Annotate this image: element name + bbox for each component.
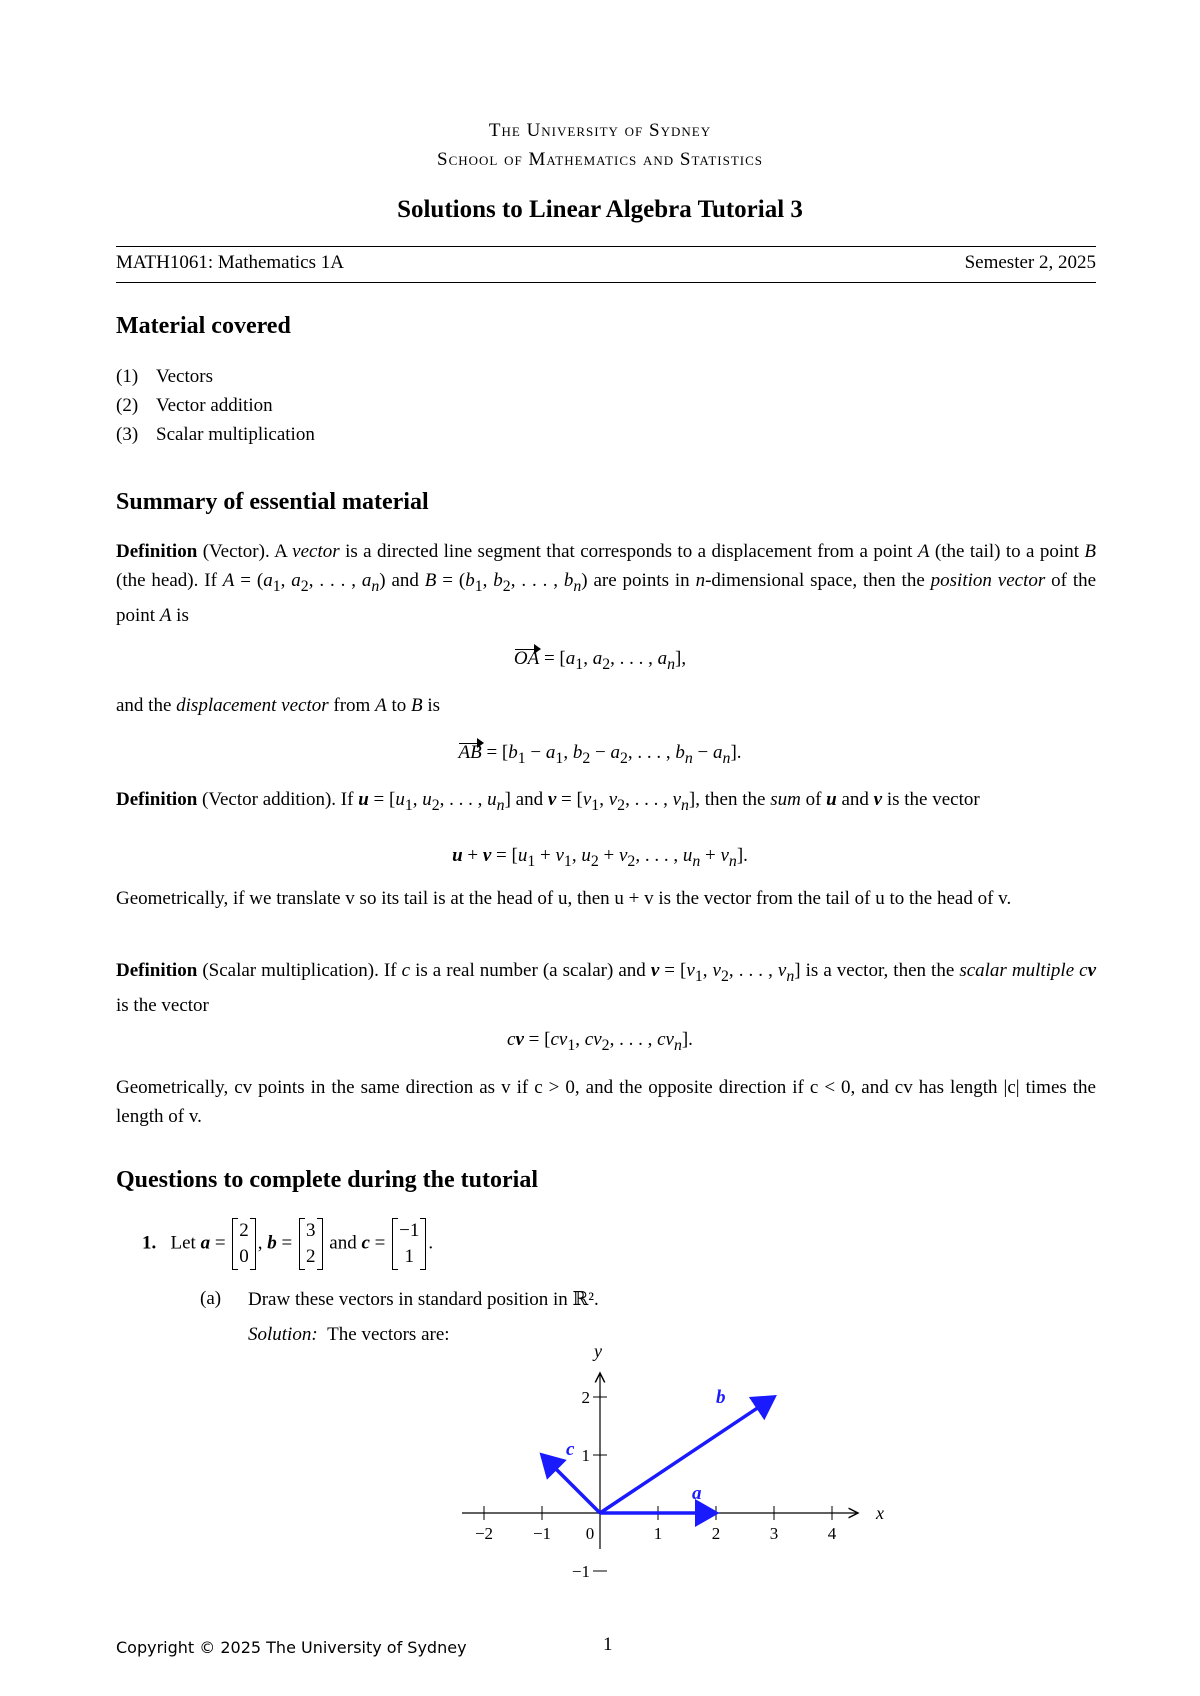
equation-displacement: AB = [$b_1 - a_1$, $b_2 - a_2$, . . . , $b_n - a_n$]. (458, 742, 742, 767)
y-tick-label: 2 (581, 1388, 590, 1407)
university-name: The University of Sydney (488, 120, 712, 141)
vector-chart (440, 1341, 884, 1600)
part-a-label: (a) (200, 1288, 222, 1309)
vector-label-a: a (692, 1483, 702, 1504)
equation-scalar-multiple: cv = [$cv_1$, $cv_2$, . . . , $cv_n$]. (507, 1029, 693, 1054)
list-label: Vector addition (156, 395, 273, 416)
page-number: 1 (603, 1634, 613, 1655)
question-number: 1. (142, 1232, 157, 1254)
vector-b-matrix: 3 2 (299, 1218, 323, 1270)
solution-line (248, 1324, 450, 1346)
geometric-addition: Geometrically, if we translate v so its tail is at the head of u, then u + v is the vector from the tail of u to the head of v. (116, 888, 1012, 909)
vector-c-matrix: −1 1 (392, 1218, 426, 1270)
y-tick-label: 1 (581, 1446, 590, 1465)
solution-text: The vectors are: (327, 1324, 450, 1345)
x-axis-label: x (876, 1503, 884, 1523)
geometric-scalar: Geometrically, cv points in the same direction as v if c > 0, and the opposite direction if c < 0, and cv has length |c| times the length of v. (116, 1077, 1096, 1127)
vector-c (542, 1455, 600, 1513)
y-tick-label: −1 (571, 1562, 590, 1581)
vector-label-c: c (566, 1439, 575, 1460)
displacement-intro: and the displacement vector from A to B is (116, 695, 441, 716)
course-code: MATH1061: Mathematics 1A (116, 252, 344, 273)
definition-label: Definition (116, 789, 198, 810)
x-tick-label: 1 (653, 1524, 663, 1543)
definition-name: (Vector addition). (202, 789, 337, 810)
x-tick-label: 3 (769, 1524, 779, 1543)
semester: Semester 2, 2025 (964, 252, 1096, 273)
x-tick-label: 0 (585, 1524, 595, 1543)
equation-position-vector: OA = [$a_1$, $a_2$, . . . , $a_n$], (513, 648, 687, 673)
list-number: (1) (116, 366, 139, 387)
question-1: 1. Let a = 2 0, b = 3 2 and c = −1 1. (142, 1218, 433, 1270)
equation-sum: $u + v = [u_1 + v_1$, $u_2 + v_2$, . . . , $u_n + v_n$]. (452, 845, 748, 870)
school-name: School of Mathematics and Statistics (437, 149, 763, 170)
y-axis-label: y (594, 1341, 602, 1361)
solution-label: Solution: (248, 1324, 318, 1345)
definition-label: Definition (116, 541, 198, 562)
copyright: Copyright © 2025 The University of Sydney (116, 1638, 467, 1657)
list-label: Scalar multiplication (156, 424, 315, 445)
x-tick-label: 4 (827, 1524, 837, 1543)
questions-heading: Questions to complete during the tutorial (116, 1167, 538, 1193)
x-tick-label: −2 (474, 1524, 494, 1543)
list-number: (3) (116, 424, 139, 445)
definition-label: Definition (116, 960, 198, 981)
definition-vector-addition: Definition (Vector addition). If $u = [u_1$, $u_2$, . . . , $u_n$] and $v = [v_1$, $v_2$, . . . , $v_n$], then the sum of u and v is the vector (116, 789, 980, 814)
x-tick-label: 2 (711, 1524, 721, 1543)
list-number: (2) (116, 395, 139, 416)
list-label: Vectors (156, 366, 213, 387)
x-tick-label: −1 (532, 1524, 552, 1543)
definition-name: (Scalar multiplication). (202, 960, 379, 981)
summary-heading: Summary of essential material (116, 489, 429, 515)
vector-a-matrix: 2 0 (232, 1218, 256, 1270)
vector-b (600, 1397, 774, 1513)
bottom-rule (116, 282, 1096, 283)
top-rule (116, 246, 1096, 247)
definition-vector: Definition (Vector). A vector is a directed line segment that corresponds to a displacement from a point A (the tail) to a point B (the head). If $A = (a_1$, $a_2$, . . . , $a_n$) and $B = (b_1$, $b_2$, . . . , $b_n$) are points in n-dimensional space, then the position vector of the point A is (116, 541, 1097, 626)
list-item (116, 420, 315, 449)
list-item (116, 391, 273, 420)
material-heading: Material covered (116, 313, 291, 339)
page-title: Solutions to Linear Algebra Tutorial 3 (397, 196, 803, 223)
definition-scalar-multiplication: Definition (Scalar multiplication). If c is a real number (a scalar) and $v = [v_1$, $v_2$, . . . , $v_n$] is a vector, then the scalar multiple cv is the vector (116, 960, 1097, 1016)
vector-label-b: b (716, 1387, 726, 1408)
definition-name: (Vector). (202, 541, 270, 562)
list-item (116, 362, 213, 391)
part-a-text: Draw these vectors in standard position in ℝ². (248, 1289, 599, 1310)
